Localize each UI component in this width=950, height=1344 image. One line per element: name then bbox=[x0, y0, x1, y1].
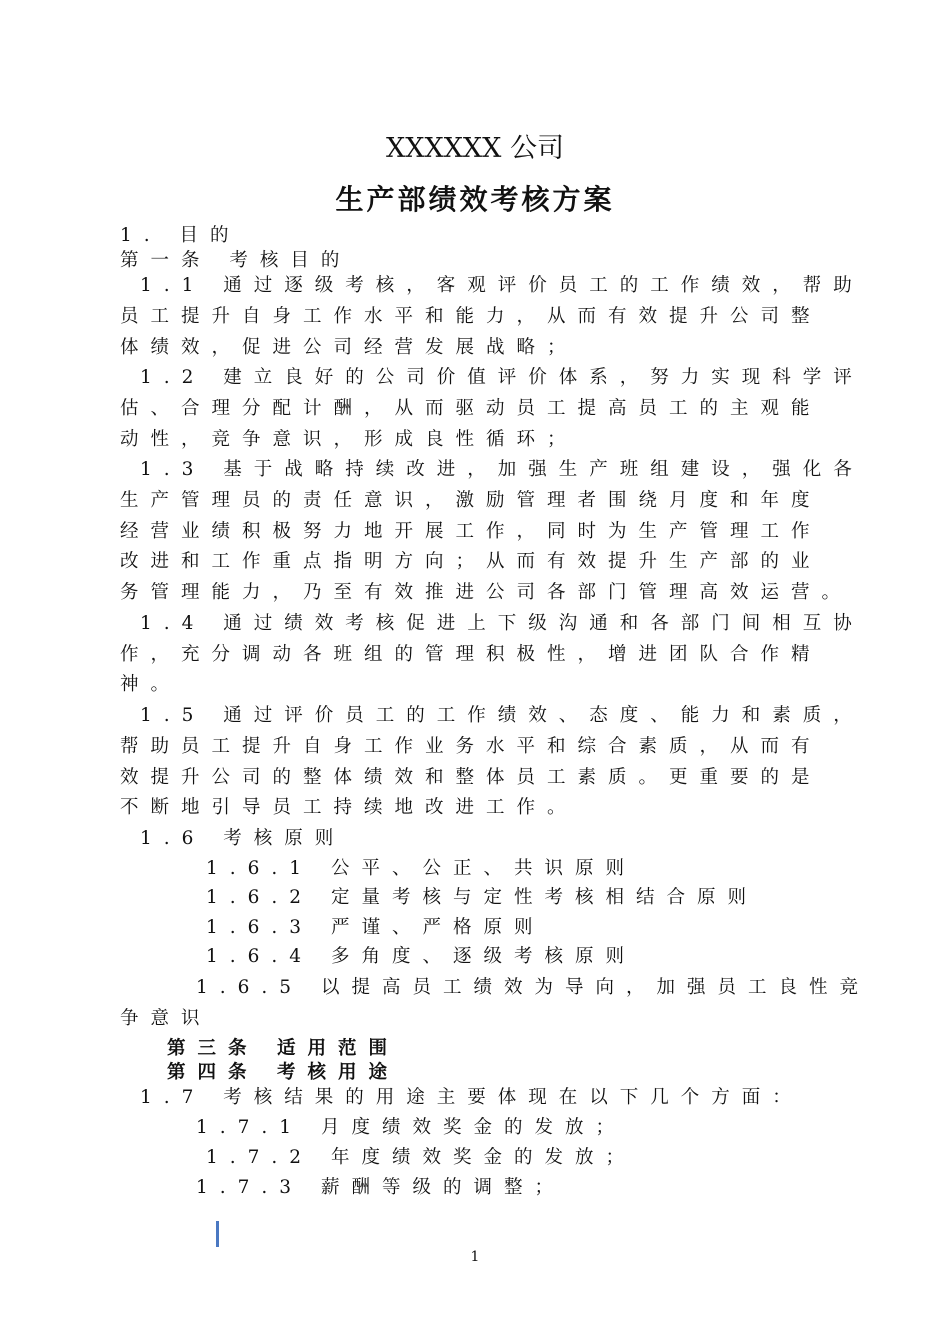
body-line: 体绩效，促进公司经营发展战略； bbox=[120, 337, 578, 358]
principle-item: 1.6.5 以提高员工绩效为导向，加强员工良性竞 bbox=[196, 977, 870, 998]
usage-item: 1.7.3 薪酬等级的调整； bbox=[196, 1177, 565, 1198]
body-line: 效提升公司的整体绩效和整体员工素质。更重要的是 bbox=[120, 767, 822, 788]
body-line: 不断地引导员工持续地改进工作。 bbox=[120, 797, 578, 818]
principle-item: 1.6.3 严谨、严格原则 bbox=[206, 917, 545, 938]
body-line: 务管理能力，乃至有效推进公司各部门管理高效运营。 bbox=[120, 582, 853, 603]
body-line: 帮助员工提升自身工作业务水平和综合素质，从而有 bbox=[120, 736, 822, 757]
usage-item: 1.7.2 年度绩效奖金的发放； bbox=[206, 1147, 636, 1168]
text-cursor bbox=[216, 1221, 219, 1247]
body-line: 1.4 通过绩效考核促进上下级沟通和各部门间相互协 bbox=[140, 613, 864, 634]
body-line: 动性，竞争意识，形成良性循环； bbox=[120, 429, 578, 450]
page-number: 1 bbox=[470, 1249, 480, 1265]
body-line: 1.2 建立良好的公司价值评价体系，努力实现科学评 bbox=[140, 367, 864, 388]
body-line: 作，充分调动各班组的管理积极性，增进团队合作精 bbox=[120, 644, 822, 665]
body-line: 改进和工作重点指明方向；从而有效提升生产部的业 bbox=[120, 551, 822, 572]
body-line: 神。 bbox=[120, 674, 182, 695]
article-heading: 第四条 考核用途 bbox=[167, 1062, 399, 1083]
body-line: 1.5 通过评价员工的工作绩效、态度、能力和素质， bbox=[140, 705, 864, 726]
body-line: 1.3 基于战略持续改进，加强生产班组建设，强化各 bbox=[140, 459, 864, 480]
article-heading: 第一条 考核目的 bbox=[120, 250, 352, 271]
body-line: 经营业绩积极努力地开展工作，同时为生产管理工作 bbox=[120, 521, 822, 542]
section-heading: 1. 目的 bbox=[120, 225, 241, 246]
subsection-heading: 1.6 考核原则 bbox=[140, 828, 346, 849]
body-line: 员工提升自身工作水平和能力，从而有效提升公司整 bbox=[120, 306, 822, 327]
principle-item: 1.6.4 多角度、逐级考核原则 bbox=[206, 946, 636, 967]
usage-item: 1.7.1 月度绩效奖金的发放； bbox=[196, 1117, 626, 1138]
body-line: 生产管理员的责任意识，激励管理者围绕月度和年度 bbox=[120, 490, 822, 511]
document-title: 生产部绩效考核方案 bbox=[335, 183, 615, 216]
subsection-heading: 1.7 考核结果的用途主要体现在以下几个方面： bbox=[140, 1087, 803, 1108]
principle-item: 1.6.1 公平、公正、共识原则 bbox=[206, 858, 636, 879]
principle-item: 1.6.2 定量考核与定性考核相结合原则 bbox=[206, 887, 758, 908]
article-heading: 第三条 适用范围 bbox=[167, 1038, 399, 1059]
body-line: 争意识 bbox=[120, 1008, 212, 1029]
company-name: XXXXXX 公司 bbox=[386, 133, 564, 164]
body-line: 估、合理分配计酬，从而驱动员工提高员工的主观能 bbox=[120, 398, 822, 419]
body-line: 1.1 通过逐级考核，客观评价员工的工作绩效，帮助 bbox=[140, 275, 864, 296]
